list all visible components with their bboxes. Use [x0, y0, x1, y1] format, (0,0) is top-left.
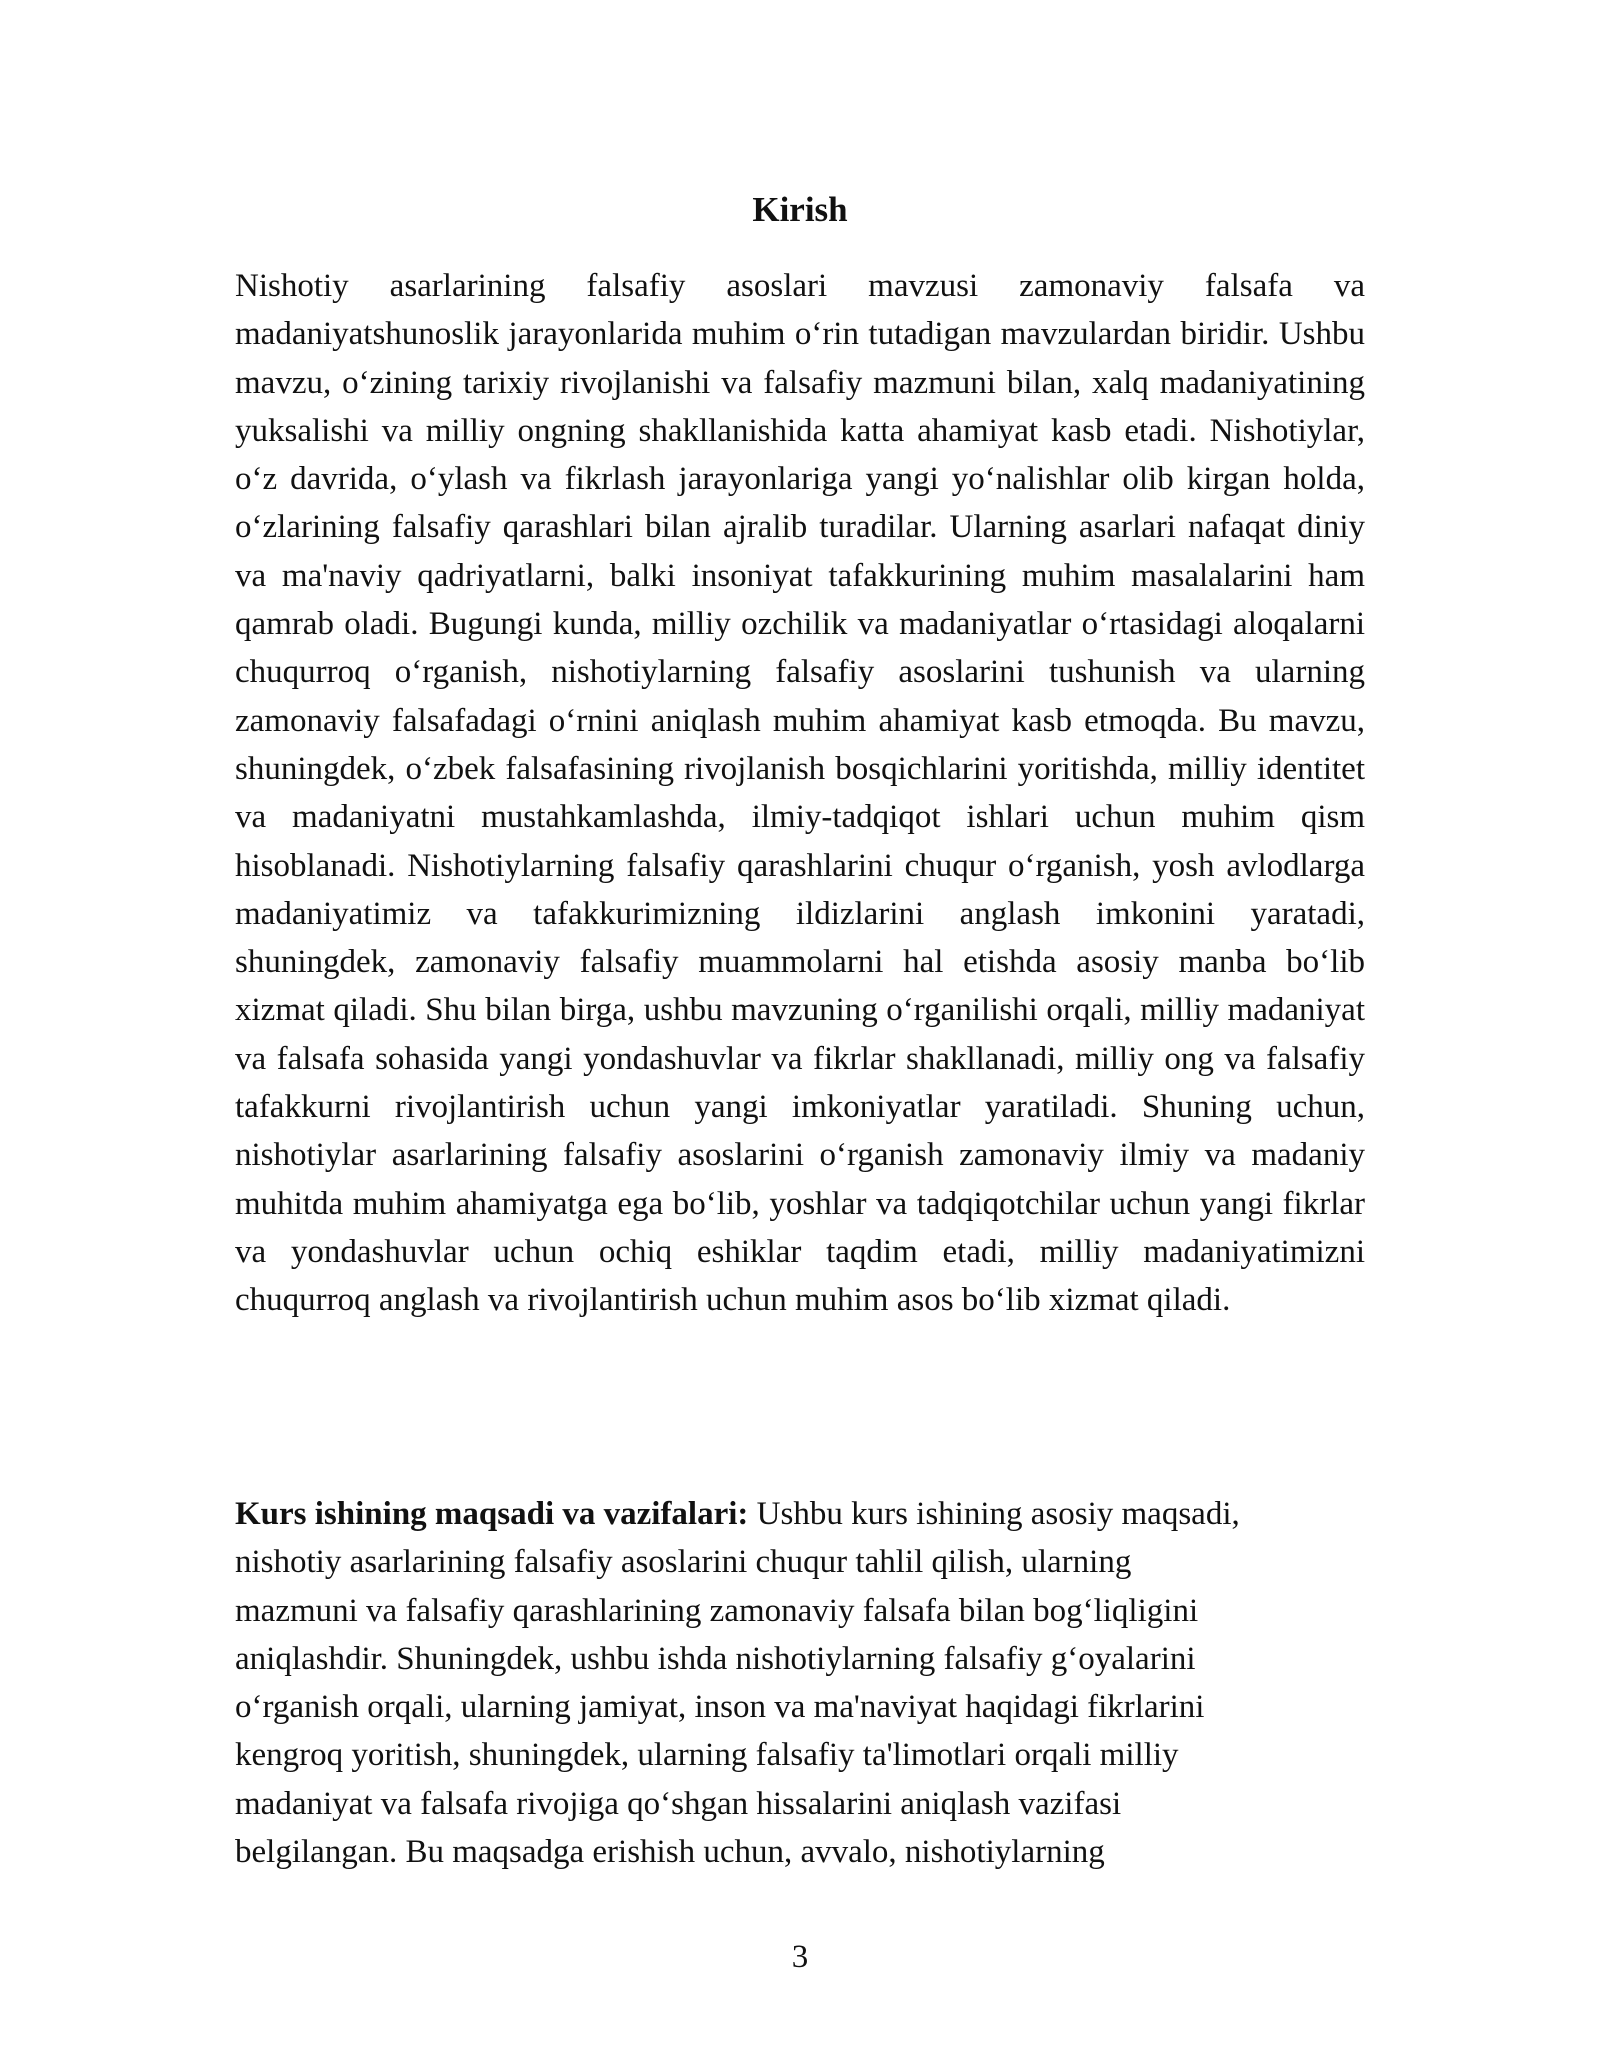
goals-paragraph: [235, 1490, 1365, 1876]
section-title: Kirish: [752, 190, 848, 229]
goals-line: kengroq yoritish, shuningdek, ularning falsafiy ta'limotlari orqali milliy: [235, 1737, 1179, 1774]
goals-line: mazmuni va falsafiy qarashlarining zamonaviy falsafa bilan bog‘liqligini: [235, 1592, 1199, 1629]
goals-line: nishotiy asarlarining falsafiy asoslarini chuqur tahlil qilish, ularning: [235, 1544, 1132, 1581]
goals-line: Ushbu kurs ishining asosiy maqsadi,: [748, 1496, 1240, 1532]
intro-paragraph: Nishotiy asarlarining falsafiy asoslari mavzusi zamonaviy falsafa va madaniyatshunoslik jarayonlarida muhim o‘rin tutadigan mavzulardan biridir. Ushbu mavzu, o‘zining tarixiy rivojlanishi va falsafiy mazmuni bilan, xalq madaniyatining yuksalishi va milliy ongning shakllanishida katta ahamiyat kasb etadi. Nishotiylar, o‘z davrida, o‘ylash va fikrlash jarayonlariga yangi yo‘nalishlar olib kirgan holda, o‘zlarining falsafiy qarashlari bilan ajralib turadilar. Ularning asarlari nafaqat diniy va ma'naviy qadriyatlarni, balki insoniyat tafakkurining muhim masalalarini ham qamrab oladi. Bugungi kunda, milliy ozchilik va madaniyatlar o‘rtasidagi aloqalarni chuqurroq o‘rganish, nishotiylarning falsafiy asoslarini tushunish va ularning zamonaviy falsafadagi o‘rnini aniqlash muhim ahamiyat kasb etmoqda. Bu mavzu, shuningdek, o‘zbek falsafasining rivojlanish bosqichlarini yoritishda, milliy identitet va madaniyatni mustahkamlashda, ilmiy-tadqiqot ishlari uchun muhim qism hisoblanadi. Nishotiylarning falsafiy qarashlarini chuqur o‘rganish, yosh avlodlarga madaniyatimiz va tafakkurimizning ildizlarini anglash imkonini yaratadi, shuningdek, zamonaviy falsafiy muammolarni hal etishda asosiy manba bo‘lib xizmat qiladi. Shu bilan birga, ushbu mavzuning o‘rganilishi orqali, milliy madaniyat va falsafa sohasida yangi yondashuvlar va fikrlar shakllanadi, milliy ong va falsafiy tafakkurni rivojlantirish uchun yangi imkoniyatlar yaratiladi. Shuning uchun, nishotiylar asarlarining falsafiy asoslarini o‘rganish zamonaviy ilmiy va madaniy muhitda muhim ahamiyatga ega bo‘lib, yoshlar va tadqiqotchilar uchun yangi fikrlar va yondashuvlar uchun ochiq eshiklar taqdim etadi, milliy madaniyatimizni chuqurroq anglash va rivojlantirish uchun muhim asos bo‘lib xizmat qiladi.: [235, 268, 1365, 1319]
goals-line: aniqlashdir. Shuningdek, ushbu ishda nishotiylarning falsafiy g‘oyalarini: [235, 1640, 1196, 1677]
goals-heading: Kurs ishining maqsadi va vazifalari:: [235, 1496, 749, 1532]
goals-line: belgilangan. Bu maqsadga erishish uchun, avvalo, nishotiylarning: [235, 1834, 1105, 1871]
goals-line: madaniyat va falsafa rivojiga qo‘shgan hissalarini aniqlash vazifasi: [235, 1785, 1122, 1822]
goals-line: o‘rganish orqali, ularning jamiyat, inson va ma'naviyat haqidagi fikrlarini: [235, 1689, 1205, 1726]
page-number: 3: [791, 1939, 809, 1975]
